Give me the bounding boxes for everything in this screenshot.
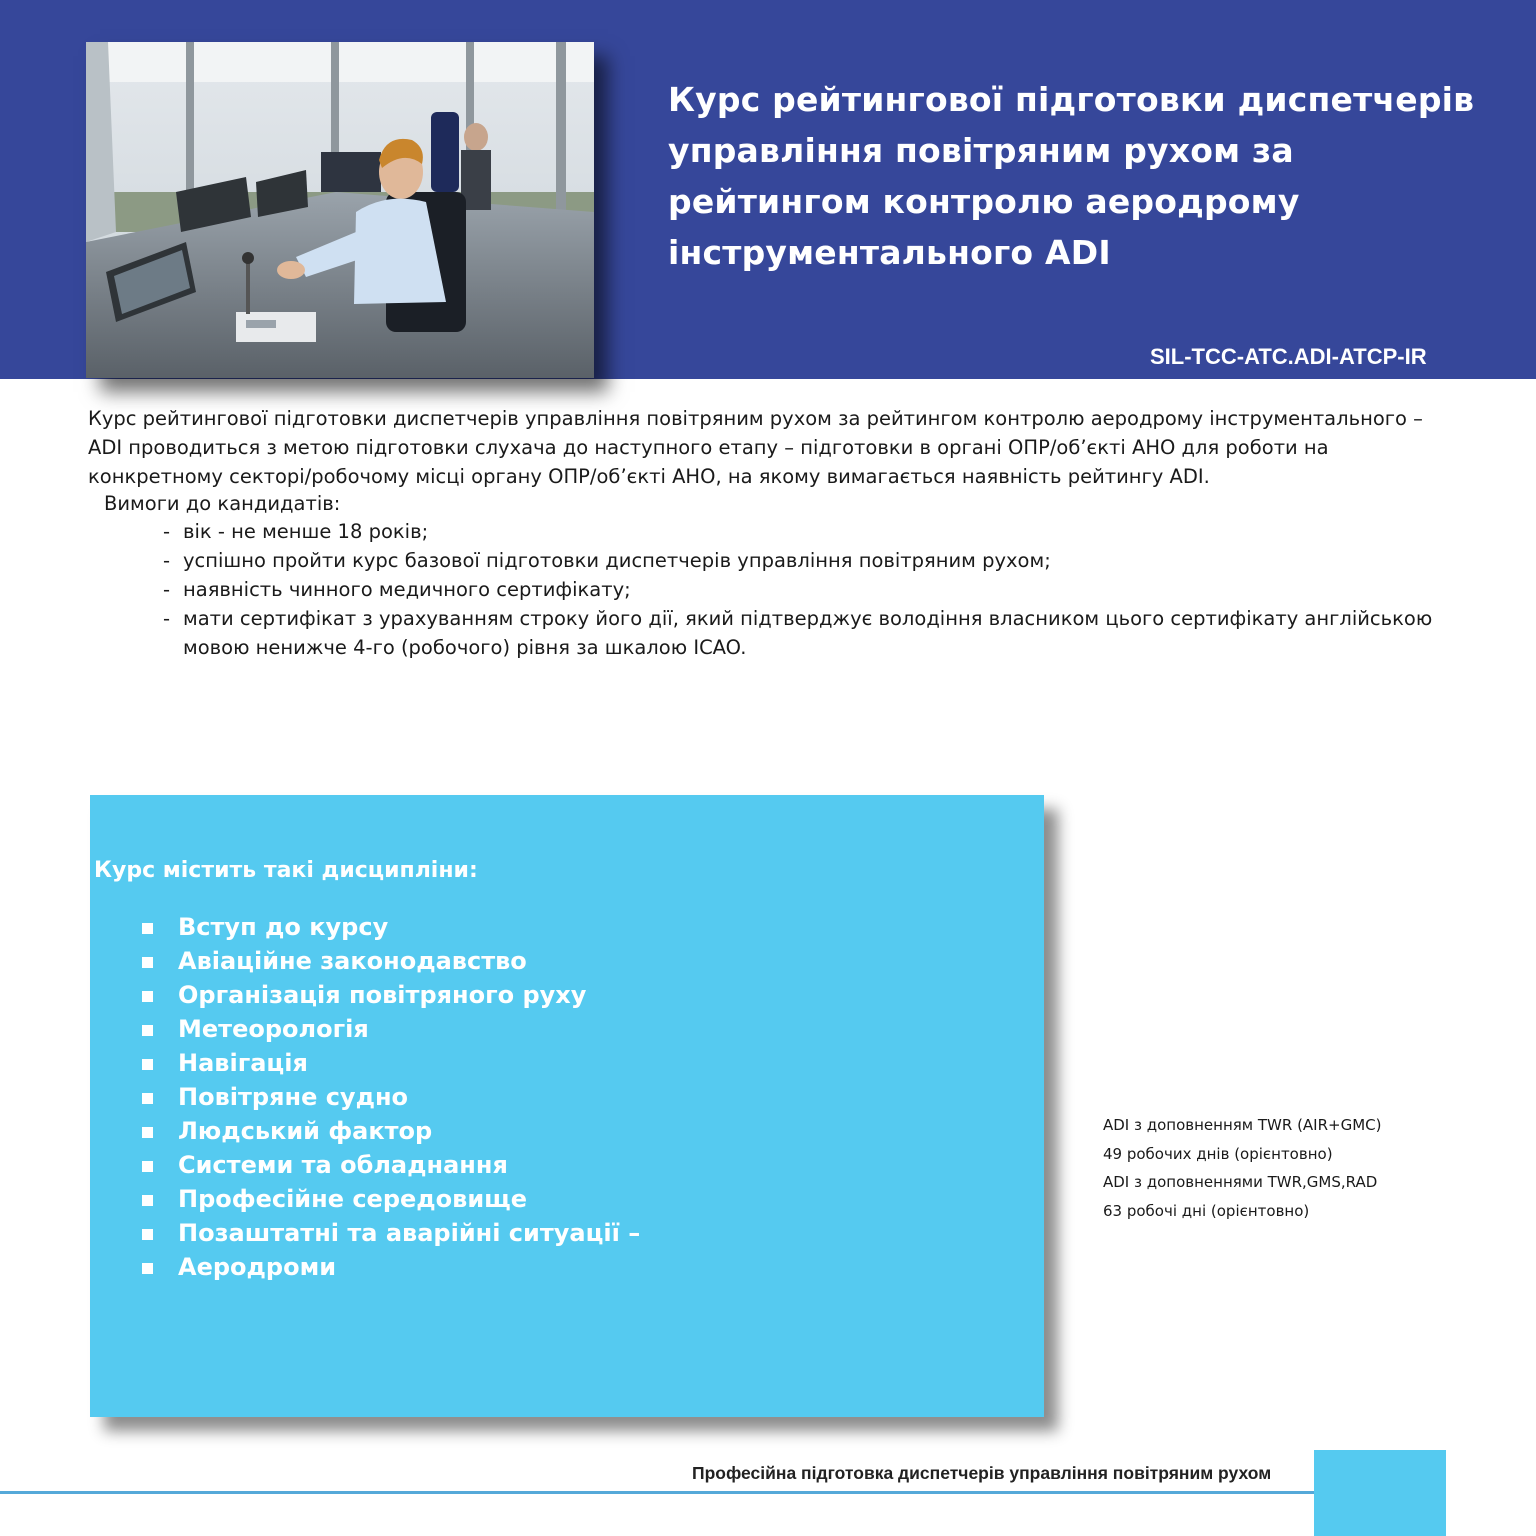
footer-divider: [0, 1491, 1314, 1494]
discipline-label: Системи та обладнання: [178, 1151, 508, 1179]
dash-bullet: -: [163, 520, 171, 543]
duration-line: 63 робочі дні (орієнтовно): [1103, 1201, 1310, 1220]
footer-accent-block: [1314, 1450, 1446, 1536]
discipline-item: [140, 1114, 640, 1148]
requirement-item: [163, 517, 1433, 546]
discipline-item: [140, 1216, 640, 1250]
course-code: SIL-TCC-ATC.ADI-ATCP-IR: [1150, 344, 1427, 369]
requirement-text: мати сертифікат з урахуванням строку його дії, який підтверджує володіння власником цього сертифікату англійською мовою ненижче 4-го (робочого) рівня за шкалою ICAO.: [183, 607, 1433, 659]
disciplines-list: [140, 910, 640, 1284]
requirement-text: наявність чинного медичного сертифікату;: [183, 578, 631, 601]
discipline-item: [140, 978, 640, 1012]
square-bullet-icon: [142, 991, 153, 1002]
discipline-label: Позаштатні та аварійні ситуації –: [178, 1219, 641, 1247]
dash-bullet: -: [163, 607, 171, 630]
requirement-item: [163, 546, 1433, 575]
discipline-label: Організація повітряного руху: [178, 981, 587, 1009]
requirement-item: [163, 575, 1433, 604]
discipline-item: [140, 1080, 640, 1114]
discipline-label: Повітряне судно: [178, 1083, 409, 1111]
duration-line: 49 робочих днів (орієнтовно): [1103, 1144, 1333, 1163]
discipline-label: Аеродроми: [178, 1253, 337, 1281]
footer-caption: Професійна підготовка диспетчерів управління повітряним рухом: [692, 1463, 1272, 1483]
discipline-item: [140, 1250, 640, 1284]
requirements-title: Вимоги до кандидатів:: [104, 492, 341, 515]
duration-info: [1103, 1111, 1381, 1225]
square-bullet-icon: [142, 923, 153, 934]
discipline-item: [140, 1046, 640, 1080]
square-bullet-icon: [142, 1229, 153, 1240]
requirement-item: [163, 604, 1433, 662]
discipline-item: [140, 1182, 640, 1216]
square-bullet-icon: [142, 1093, 153, 1104]
dash-bullet: -: [163, 549, 171, 572]
controller-photo: [86, 42, 594, 378]
requirement-text: успішно пройти курс базової підготовки диспетчерів управління повітряним рухом;: [183, 549, 1051, 572]
square-bullet-icon: [142, 1127, 153, 1138]
square-bullet-icon: [142, 1025, 153, 1036]
requirements-list: [163, 517, 1433, 662]
duration-line: ADI з доповненням TWR (AIR+GMC): [1103, 1116, 1382, 1134]
intro-paragraph: Курс рейтингової підготовки диспетчерів управління повітряним рухом за рейтингом контролю аеродрому інструментального – ADI проводиться з метою підготовки слухача до наступного етапу – підготовки в органі ОПР/об’єкті АНО для роботи на конкретному секторі/робочому місці органу ОПР/об’єкті АНО, на якому вимагається наявність рейтингу ADI.: [88, 407, 1423, 488]
requirement-text: вік - не менше 18 років;: [183, 520, 429, 543]
discipline-item: [140, 1012, 640, 1046]
square-bullet-icon: [142, 1263, 153, 1274]
discipline-item: [140, 1148, 640, 1182]
discipline-label: Авіаційне законодавство: [178, 947, 527, 975]
discipline-item: [140, 944, 640, 978]
square-bullet-icon: [142, 957, 153, 968]
discipline-label: Метеорологія: [178, 1015, 369, 1043]
course-title: Курс рейтингової підготовки диспетчерів управління повітряним рухом за рейтингом контролю аеродрому інструментального ADI: [668, 80, 1475, 272]
square-bullet-icon: [142, 1161, 153, 1172]
square-bullet-icon: [142, 1195, 153, 1206]
discipline-item: [140, 910, 640, 944]
square-bullet-icon: [142, 1059, 153, 1070]
discipline-label: Професійне середовище: [178, 1185, 527, 1213]
disciplines-heading: Курс містить такі дисципліни:: [94, 858, 478, 883]
duration-line: ADI з доповненнями TWR,GMS,RAD: [1103, 1173, 1378, 1191]
discipline-label: Вступ до курсу: [178, 913, 389, 941]
discipline-label: Людський фактор: [178, 1117, 433, 1145]
dash-bullet: -: [163, 578, 171, 601]
discipline-label: Навігація: [178, 1049, 308, 1077]
